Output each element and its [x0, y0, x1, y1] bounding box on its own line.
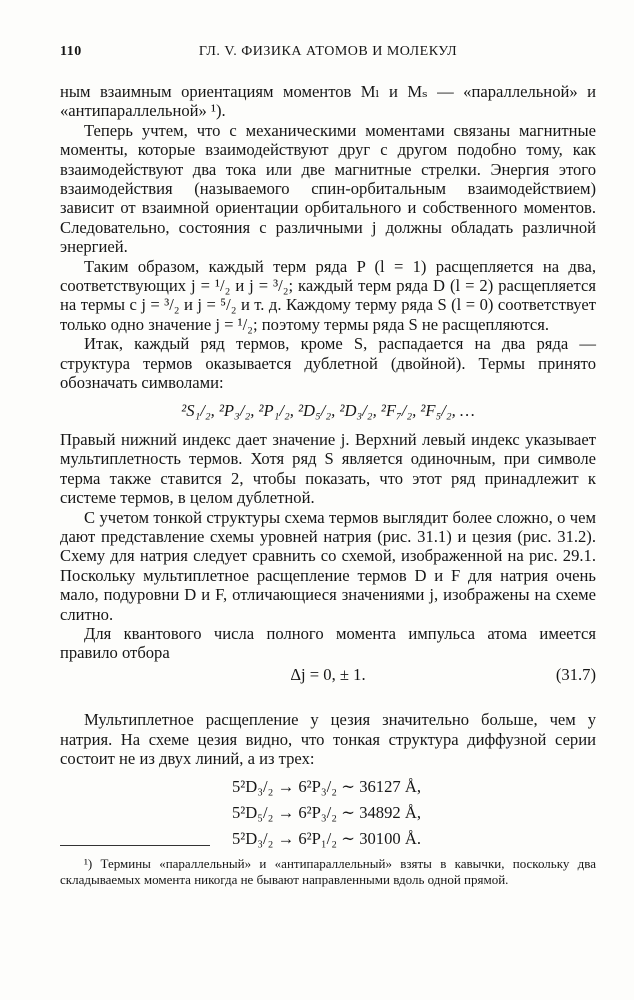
page-number: 110	[60, 44, 82, 59]
selection-rule-equation	[60, 665, 596, 684]
term-symbols-formula: ²S₁/₂, ²P₃/₂, ²P₁/₂, ²D₅/₂, ²D₃/₂, ²F₇/₂, ²F₅/₂, …	[181, 400, 475, 420]
paragraph: ным взаимным ориентациям моментов Mₗ и Mₛ — «параллельной» и «антипараллельной» ¹).	[60, 82, 596, 121]
equation-number: (31.7)	[555, 664, 596, 684]
paragraph: Мультиплетное расщепление у цезия значительно больше, чем у натрия. На схеме цезия видно, что тонкая структура диффузной серии состоит не из двух линий, а из трех:	[60, 710, 596, 768]
footnote-divider	[60, 845, 210, 846]
paragraph: Теперь учтем, что с механическими моментами связаны магнитные моменты, которые взаимодействуют друг с другом подобно тому, как взаимодействуют два тока или две магнитные стрелки. Энергия этого взаимодействия (называемого спин-орбитальным взаимодействием) зависит от взаимной ориентации орбитального и собственного моментов. Следовательно, состояния с различными j должны обладать различной энергией.	[60, 120, 596, 257]
transition-list	[60, 774, 596, 852]
paragraph: Таким образом, каждый терм ряда P (l = 1) расщепляется на два, соответствующих j = ¹/₂ и j = ³/₂; каждый терм ряда D (l = 2) расщепляется на термы с j = ³/₂ и j = ⁵/₂ и т. д. Каждому терму ряда S (l = 0) соответствует только одно значение j = ¹/₂; поэтому термы ряда S не расщепляются.	[60, 256, 596, 334]
transition-line: 5²D₅/₂ → 6²P₃/₂ ∼ 34892 Å,	[232, 803, 421, 823]
equation-formula: Δj = 0, ± 1.	[290, 664, 366, 684]
transition-line: 5²D₃/₂ → 6²P₃/₂ ∼ 36127 Å,	[232, 777, 421, 797]
paragraph: Для квантового числа полного момента импульса атома имеется правило отбора	[60, 623, 596, 663]
page-header	[60, 44, 596, 64]
paragraph: Итак, каждый ряд термов, кроме S, распадается на два ряда — структура термов оказывается дублетной (двойной). Термы принято обозначать символами:	[60, 334, 596, 393]
page-body	[60, 82, 596, 852]
running-title: ГЛ. V. ФИЗИКА АТОМОВ И МОЛЕКУЛ	[198, 44, 458, 59]
footnote: ¹) Термины «параллельный» и «антипараллельный» взяты в кавычки, поскольку два складываемых момента никогда не бывают направленными вдоль одной прямой.	[60, 856, 596, 887]
paragraph: С учетом тонкой структуры схема термов выглядит более сложно, о чем дают представление схемы уровней натрия (рис. 31.1) и цезия (рис. 31.2). Схему для натрия следует сравнить со схемой, изображенной на рис. 29.1. Поскольку мультиплетное расщепление термов D и F для натрия очень мало, подуровни D и F, отличающиеся значениями j, изображены на схеме слитно.	[60, 507, 596, 624]
transition-line: 5²D₃/₂ → 6²P₁/₂ ∼ 30100 Å.	[232, 829, 421, 849]
paragraph: Правый нижний индекс дает значение j. Верхний левый индекс указывает мультиплетность термов. Хотя ряд S является одиночным, при символе терма также ставится 2, чтобы показать, что этот ряд принадлежит к системе термов, в целом дублетной.	[60, 429, 596, 508]
